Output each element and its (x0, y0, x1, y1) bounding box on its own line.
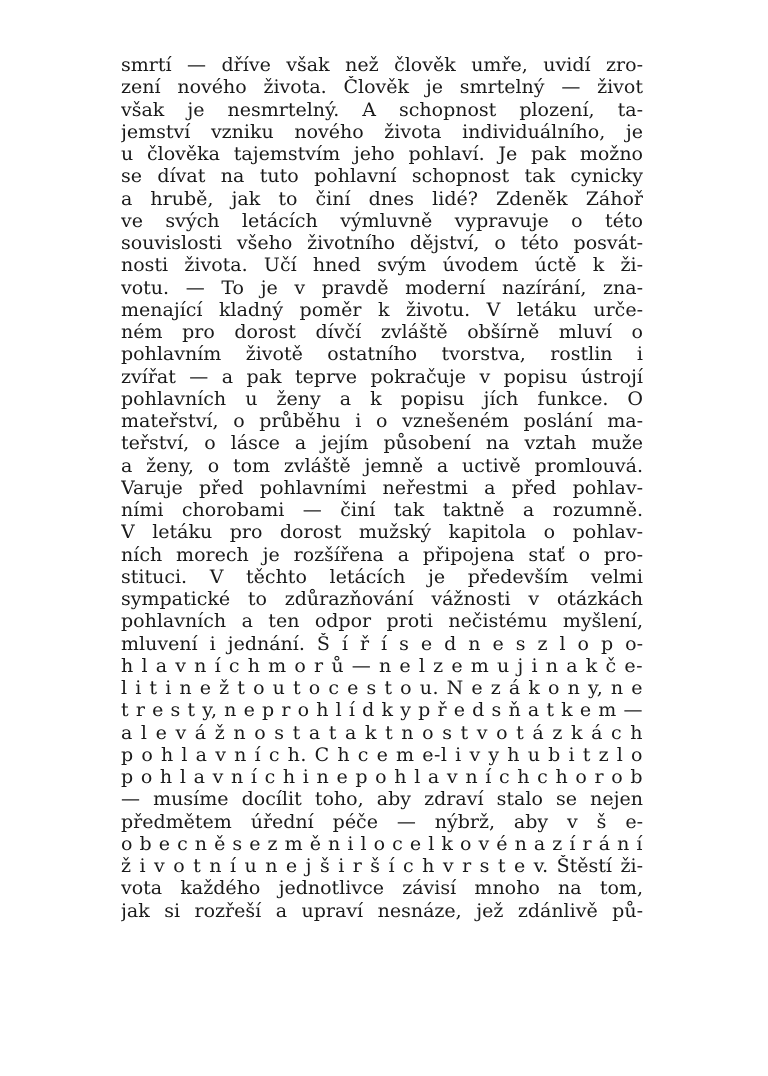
body-text (121, 54, 643, 922)
text-line-15: zvířat — a pak teprve pokračuje v popisu ústrojí (121, 365, 643, 388)
text-line-23: ních morech je rozšířena a připojena stať o pro- (121, 543, 643, 566)
text-line-36: o b e c n ě s e z m ě n i l o c e l k o v é n a z í r á n í (121, 832, 643, 855)
text-line-31: a l e v á ž n o s t a t a k t n o s t v o t á z k á c h (121, 721, 643, 744)
text-line-30: t r e s t y, n e p r o h l í d k y p ř e d s ň a t k e m — (121, 699, 643, 722)
text-line-16: pohlavních u ženy a k popisu jích funkce. O (121, 387, 643, 410)
text-line-11: votu. — To je v pravdě moderní nazírání, zna- (121, 276, 643, 299)
text-line-35: předmětem úřední péče — nýbrž, aby v š e- (121, 810, 643, 833)
text-line-7: a hrubě, jak to činí dnes lidé? Zdeněk Záhoř (121, 187, 643, 210)
text-line-24: stituci. V těchto letácích je především velmi (121, 565, 643, 588)
text-line-6: se dívat na tuto pohlavní schopnost tak cynicky (121, 165, 643, 188)
text-line-29: l i t i n e ž t o u t o c e s t o u. N e z á k o n y, n e (121, 677, 643, 699)
text-line-32: p o h l a v n í c h. C h c e m e-l i v y h u b i t z l o (121, 743, 643, 766)
text-line-38: vota každého jednotlivce závisí mnoho na tom, (121, 877, 643, 900)
text-line-27: mluvení i jednání. Š í ř í s e d n e s z l o p o- (121, 632, 643, 655)
text-line-3: však je nesmrtelný. A schopnost plození, ta- (121, 98, 643, 121)
text-line-26: pohlavních a ten odpor proti nečistému myšlení, (121, 610, 643, 633)
text-line-8: ve svých letácích výmluvně vypravuje o této (121, 209, 643, 232)
text-line-20: Varuje před pohlavními neřestmi a před pohlav- (121, 476, 643, 499)
text-line-17: mateřství, o průběhu i o vznešeném poslání ma- (121, 410, 643, 432)
text-line-22: V letáku pro dorost mužský kapitola o pohlav- (121, 521, 643, 544)
text-line-33: p o h l a v n í c h i n e p o h l a v n í c h c h o r o b (121, 766, 643, 788)
text-line-10: nosti života. Učí hned svým úvodem úctě k ži- (121, 254, 643, 277)
text-line-1: smrtí — dříve však než člověk umře, uvidí zro- (121, 54, 643, 76)
text-line-18: teřství, o lásce a jejím působení na vztah muže (121, 432, 643, 455)
text-line-19: a ženy, o tom zvláště jemně a uctivě promlouvá. (121, 454, 643, 477)
text-line-21: ními chorobami — činí tak taktně a rozumně. (121, 499, 643, 521)
text-line-37: ž i v o t n í u n e j š i r š í c h v r s t e v. Štěstí ži- (121, 855, 643, 877)
text-line-12: menající kladný poměr k životu. V letáku urče- (121, 298, 643, 321)
text-line-28: h l a v n í c h m o r ů — n e l z e m u j i n a k č e- (121, 654, 643, 677)
text-line-4: jemství vzniku nového života individuálního, je (121, 120, 643, 143)
text-line-9: souvislosti všeho životního dějství, o této posvát- (121, 232, 643, 254)
text-line-39: jak si rozřeší a upraví nesnáze, jež zdánlivě pů- (121, 899, 643, 922)
text-line-25: sympatické to zdůrazňování vážnosti v otázkách (121, 588, 643, 610)
text-line-2: zení nového života. Člověk je smrtelný — život (121, 76, 643, 99)
text-line-34: — musíme docílit toho, aby zdraví stalo se nejen (121, 788, 643, 811)
text-line-5: u člověka tajemstvím jeho pohlaví. Je pak možno (121, 143, 643, 165)
text-line-14: pohlavním životě ostatního tvorstva, rostlin i (121, 343, 643, 366)
text-line-13: ném pro dorost dívčí zvláště obšírně mluví o (121, 321, 643, 343)
